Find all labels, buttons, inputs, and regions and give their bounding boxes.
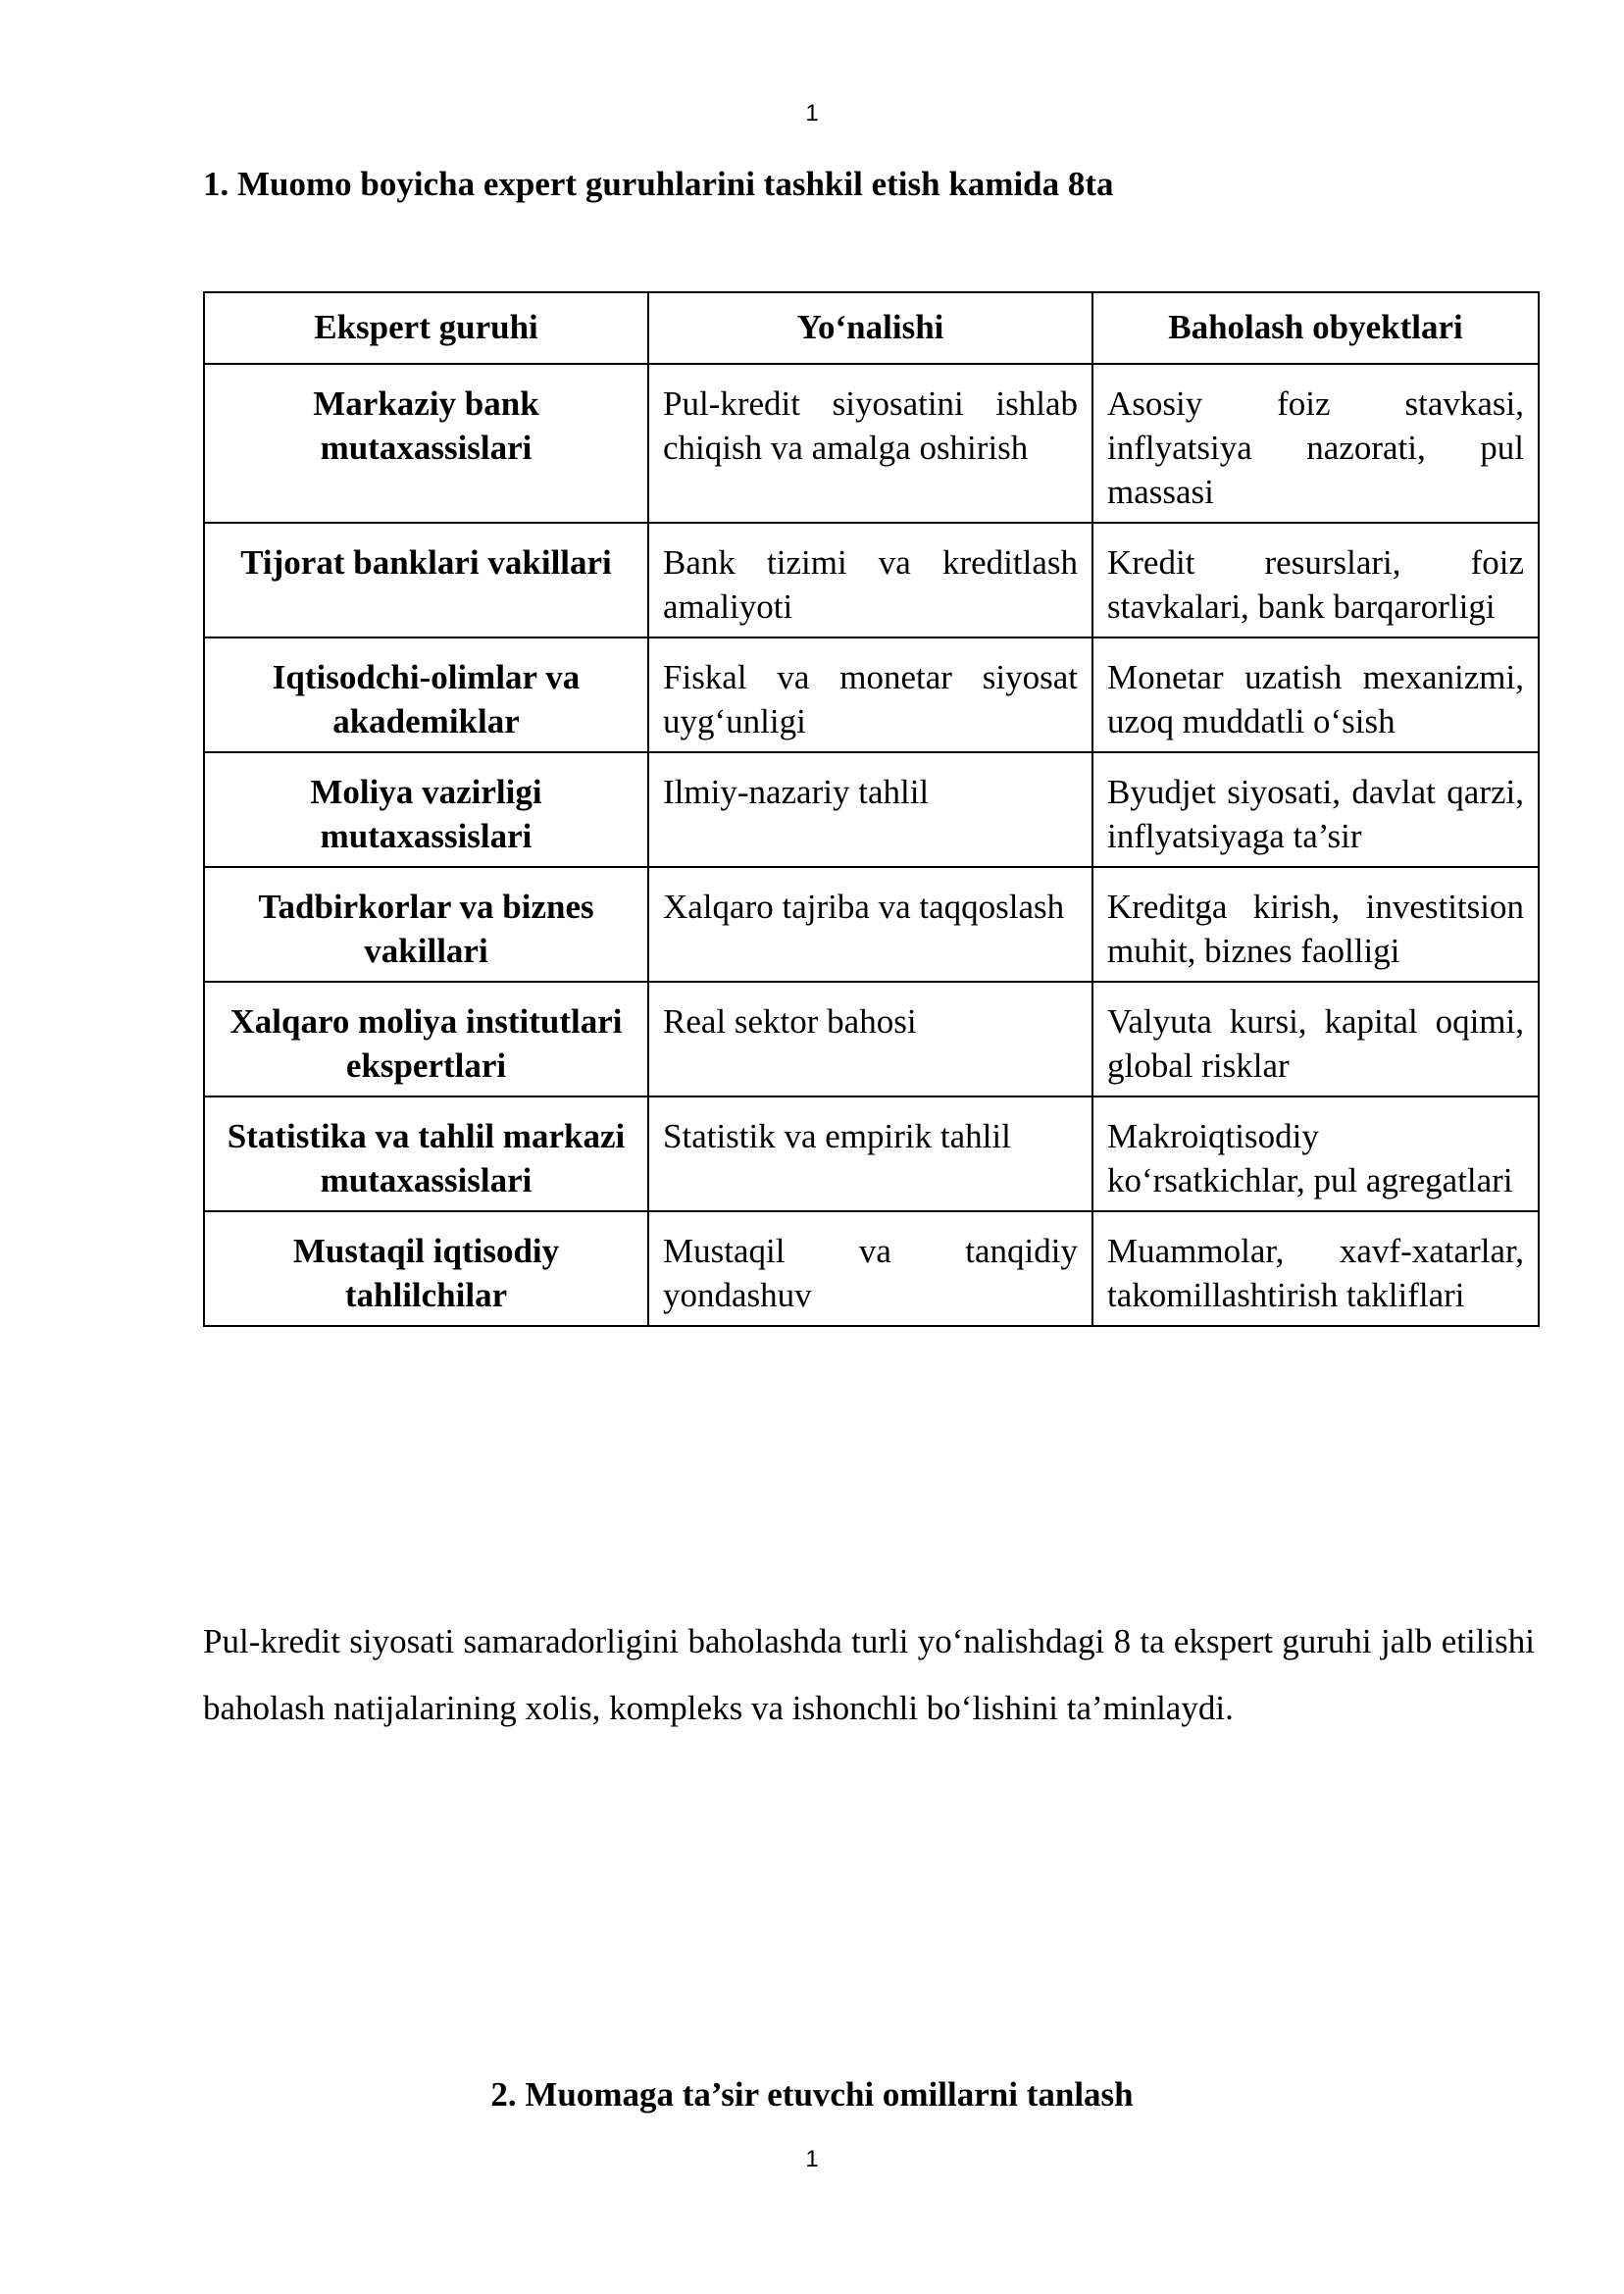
cell-direction: Xalqaro tajriba va taqqoslash xyxy=(648,867,1092,982)
table-row xyxy=(204,1211,1539,1326)
cell-objects: Makroiqtisodiy ko‘rsatkichlar, pul agregatlari xyxy=(1092,1096,1539,1211)
header-evaluation-objects: Baholash obyektlari xyxy=(1092,292,1539,364)
table-row xyxy=(204,637,1539,752)
cell-direction: Ilmiy-nazariy tahlil xyxy=(648,752,1092,867)
cell-group: Statistika va tahlil markazi mutaxassislari xyxy=(204,1096,648,1211)
cell-objects: Valyuta kursi, kapital oqimi, global risklar xyxy=(1092,982,1539,1096)
table-row xyxy=(204,752,1539,867)
cell-group: Tijorat banklari vakillari xyxy=(204,523,648,637)
cell-objects: Byudjet siyosati, davlat qarzi, inflyatsiyaga ta’sir xyxy=(1092,752,1539,867)
table-row xyxy=(204,523,1539,637)
cell-group: Xalqaro moliya institutlari ekspertlari xyxy=(204,982,648,1096)
cell-direction: Mustaqil va tanqidiy yondashuv xyxy=(648,1211,1092,1326)
section-2-heading: 2. Muomaga ta’sir etuvchi omillarni tanlash xyxy=(490,2075,1134,2114)
table-header-row xyxy=(204,292,1539,364)
header-direction: Yo‘nalishi xyxy=(648,292,1092,364)
cell-direction: Statistik va empirik tahlil xyxy=(648,1096,1092,1211)
cell-direction: Pul-kredit siyosatini ishlab chiqish va amalga oshirish xyxy=(648,364,1092,523)
cell-objects: Monetar uzatish mexanizmi, uzoq muddatli o‘sish xyxy=(1092,637,1539,752)
cell-direction: Fiskal va monetar siyosat uyg‘unligi xyxy=(648,637,1092,752)
cell-objects: Asosiy foiz stavkasi, inflyatsiya nazorati, pul massasi xyxy=(1092,364,1539,523)
section-1-heading: 1. Muomo boyicha expert guruhlarini tashkil etish kamida 8ta xyxy=(203,165,1114,203)
cell-group: Moliya vazirligi mutaxassislari xyxy=(204,752,648,867)
table-row xyxy=(204,364,1539,523)
table-row xyxy=(204,867,1539,982)
cell-group: Tadbirkorlar va biznes vakillari xyxy=(204,867,648,982)
page-number-bottom: 1 xyxy=(805,2146,819,2172)
cell-direction: Real sektor bahosi xyxy=(648,982,1092,1096)
cell-objects: Muammolar, xavf-xatarlar, takomillashtirish takliflari xyxy=(1092,1211,1539,1326)
cell-objects: Kredit resurslari, foiz stavkalari, bank barqarorligi xyxy=(1092,523,1539,637)
cell-group: Markaziy bank mutaxassislari xyxy=(204,364,648,523)
cell-direction: Bank tizimi va kreditlash amaliyoti xyxy=(648,523,1092,637)
table-row xyxy=(204,982,1539,1096)
header-expert-group: Ekspert guruhi xyxy=(204,292,648,364)
cell-group: Iqtisodchi-olimlar va akademiklar xyxy=(204,637,648,752)
cell-group: Mustaqil iqtisodiy tahlilchilar xyxy=(204,1211,648,1326)
summary-paragraph: Pul-kredit siyosati samaradorligini baholashda turli yo‘nalishdagi 8 ta ekspert guruhi jalb etilishi baholash natijalarining xolis, kompleks va ishonchli bo‘lishini ta’minlaydi. xyxy=(203,1622,1535,1727)
cell-objects: Kreditga kirish, investitsion muhit, biznes faolligi xyxy=(1092,867,1539,982)
table-row xyxy=(204,1096,1539,1211)
page-number-top: 1 xyxy=(805,100,819,127)
expert-groups-table xyxy=(203,291,1540,1327)
